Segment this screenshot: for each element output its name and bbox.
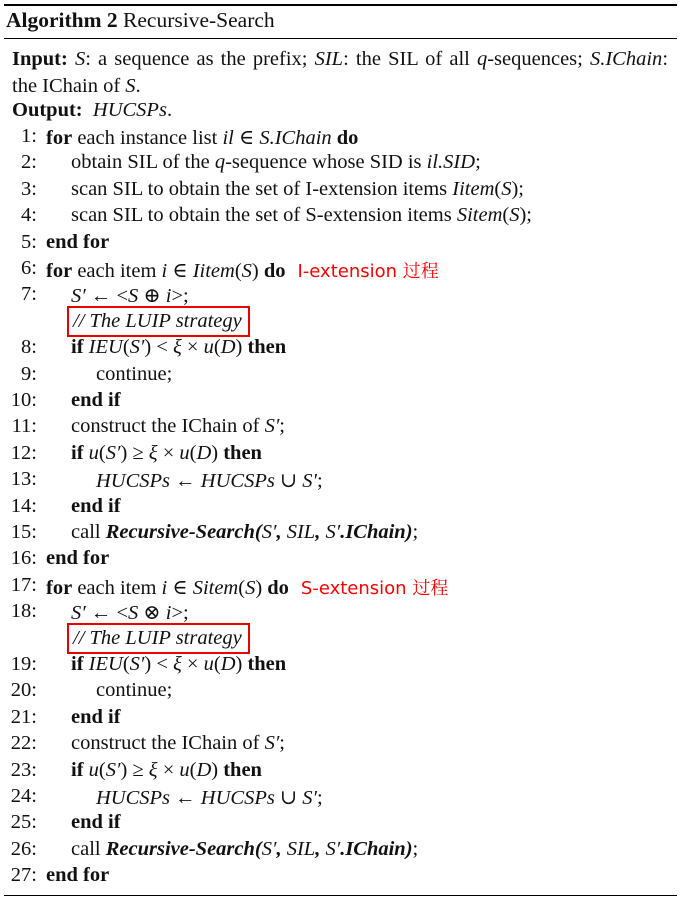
code-token: end if xyxy=(71,494,121,517)
code-token: il.SID xyxy=(426,151,476,174)
line-number: 19: xyxy=(10,653,37,675)
line-code xyxy=(46,125,358,150)
code-token: ) < xyxy=(144,336,174,359)
code-token: HUCSPs xyxy=(96,787,171,809)
line-number: 25: xyxy=(10,811,37,834)
line-code xyxy=(71,838,418,861)
code-token: ) ≥ xyxy=(120,758,149,781)
code-token: // The LUIP strategy xyxy=(73,309,242,332)
output-label: Output: xyxy=(12,99,83,121)
code-token: ( xyxy=(213,336,221,359)
code-token: S′ xyxy=(261,521,277,543)
code-token: ; xyxy=(412,521,419,543)
code-token: for xyxy=(46,576,73,599)
code-token: ( xyxy=(213,653,221,675)
line-number: 13: xyxy=(10,468,37,491)
code-token: // The LUIP strategy xyxy=(73,626,242,649)
input-text: S xyxy=(125,74,136,97)
line-code xyxy=(71,389,121,412)
line-number: 21: xyxy=(10,705,37,728)
code-token: if xyxy=(71,758,84,781)
line-code xyxy=(71,759,262,782)
code-token: ( xyxy=(98,758,106,781)
code-token: each item xyxy=(72,576,162,599)
code-token: if xyxy=(71,441,84,464)
code-token: i xyxy=(161,576,168,599)
code-token: IEU xyxy=(88,653,123,675)
line-code xyxy=(71,415,285,438)
code-token: Sitem xyxy=(456,204,503,227)
code-token: ⊕ xyxy=(138,285,166,308)
code-token: IEU xyxy=(88,336,123,359)
line-code xyxy=(46,864,109,887)
line-number: 23: xyxy=(10,758,37,781)
code-token: ; xyxy=(317,787,323,809)
line-number: 17: xyxy=(10,573,37,596)
line-number: 9: xyxy=(21,362,37,385)
input-text: : the SIL of all xyxy=(343,48,477,70)
line-code xyxy=(71,151,481,174)
line-code xyxy=(96,363,172,386)
line-number: 24: xyxy=(10,785,37,807)
code-token: ( xyxy=(122,336,130,359)
code-token: .IChain) xyxy=(340,521,413,543)
input-text: q xyxy=(476,48,488,70)
code-token: ( xyxy=(502,204,510,227)
line-code xyxy=(71,521,418,544)
code-token: ) xyxy=(235,653,248,675)
code-token: S′ xyxy=(325,837,341,860)
code-token: continue; xyxy=(96,362,173,385)
code-token: construct the IChain of xyxy=(71,732,265,755)
code-token: ); xyxy=(519,204,532,227)
bottom-rule xyxy=(4,895,677,896)
code-token: i xyxy=(165,285,172,308)
line-number: 16: xyxy=(10,547,37,570)
code-token: if xyxy=(71,653,84,675)
code-token: S′ xyxy=(302,470,318,493)
code-token: end if xyxy=(71,705,121,728)
code-token: ( xyxy=(238,576,246,599)
line-code xyxy=(71,600,189,625)
code-token: ) xyxy=(211,758,224,781)
code-token: ) xyxy=(255,576,268,599)
code-token: then xyxy=(247,653,287,675)
code-token: -sequence whose SID is xyxy=(225,151,427,174)
code-token: do xyxy=(267,576,289,599)
line-code xyxy=(71,178,524,201)
input-text: SIL xyxy=(314,48,344,70)
code-token: end if xyxy=(71,389,121,411)
line-code xyxy=(46,574,448,600)
code-token: D xyxy=(196,441,212,464)
code-token: D xyxy=(196,758,212,781)
line-code xyxy=(71,495,121,518)
code-token: Recursive-Search( xyxy=(105,837,262,860)
code-token: ∈ xyxy=(167,576,193,599)
code-token: ) xyxy=(211,441,224,464)
output-text: . xyxy=(166,99,173,121)
algorithm-name: Recursive-Search xyxy=(123,8,275,32)
code-token: HUCSPs xyxy=(200,470,275,493)
line-code xyxy=(71,283,189,308)
code-token: , xyxy=(315,837,326,860)
code-token: S′ xyxy=(129,653,145,675)
highlighted-comment xyxy=(71,627,246,650)
code-token: ; xyxy=(279,732,285,755)
code-token: ); xyxy=(511,177,524,200)
code-token: u xyxy=(179,441,190,464)
line-number: 8: xyxy=(21,336,37,359)
code-token: HUCSPs xyxy=(96,470,171,493)
code-token: ∈ xyxy=(167,260,193,282)
code-token: S xyxy=(241,260,252,282)
code-token: end for xyxy=(46,864,110,887)
code-token: S′ xyxy=(129,336,145,359)
code-token: ← < xyxy=(85,285,129,308)
code-token: u xyxy=(88,441,99,464)
code-token: ; xyxy=(412,837,419,860)
code-token: scan SIL to obtain the set of S-extension items xyxy=(71,204,457,227)
input-text: : the IChain of xyxy=(12,48,669,97)
line-code xyxy=(71,811,121,834)
line-number: 4: xyxy=(21,204,37,227)
code-token: ξ xyxy=(148,758,158,781)
line-number: 22: xyxy=(10,732,37,755)
code-token: i xyxy=(161,260,168,282)
code-token: ; xyxy=(317,470,323,493)
code-token: ) xyxy=(251,260,264,282)
code-token: ( xyxy=(234,260,242,282)
input-text: -sequences; xyxy=(487,48,590,70)
code-token: , xyxy=(315,521,326,543)
code-token: then xyxy=(223,758,262,781)
line-number: 15: xyxy=(10,521,37,543)
code-token: S xyxy=(501,177,512,200)
highlighted-comment xyxy=(71,310,246,333)
line-code xyxy=(46,257,439,283)
red-annotation: S-extension 过程 xyxy=(300,577,449,599)
code-token: ( xyxy=(98,441,106,464)
line-number: 11: xyxy=(11,415,37,438)
code-token: ξ xyxy=(148,441,158,464)
line-number: 7: xyxy=(21,283,37,306)
line-number: 5: xyxy=(21,230,37,253)
line-code xyxy=(71,336,286,359)
code-token: Recursive-Search( xyxy=(105,521,262,543)
algorithm-title xyxy=(6,8,275,33)
code-token: S′ xyxy=(71,602,86,625)
code-token: , xyxy=(276,837,287,860)
code-token: S′ xyxy=(105,758,121,781)
output-spec xyxy=(12,99,172,122)
code-token: i xyxy=(165,602,172,625)
code-token: ∈ xyxy=(233,127,260,149)
code-token: S.IChain xyxy=(259,127,332,149)
code-token: >; xyxy=(171,602,189,625)
code-token: ( xyxy=(189,758,197,781)
code-token: u xyxy=(88,758,99,781)
line-code xyxy=(71,706,121,729)
line-number: 1: xyxy=(21,125,37,147)
code-token: then xyxy=(223,441,262,464)
input-text: : a sequence as the prefix; xyxy=(85,48,315,70)
line-number: 10: xyxy=(10,389,37,411)
top-rule xyxy=(4,4,677,6)
line-code xyxy=(96,679,172,702)
code-token: ( xyxy=(494,177,502,200)
code-token: S′ xyxy=(264,732,280,755)
code-token: end for xyxy=(46,230,110,253)
code-token: ⊗ xyxy=(138,602,166,625)
code-token: ξ xyxy=(173,653,182,675)
code-token: then xyxy=(247,336,287,359)
code-token: >; xyxy=(171,285,189,308)
line-number: 14: xyxy=(10,494,37,517)
code-token: ← xyxy=(170,787,201,809)
line-code xyxy=(96,785,323,810)
line-code xyxy=(71,204,532,227)
code-token: do xyxy=(331,127,359,149)
code-token: il xyxy=(222,127,234,149)
code-token: ∪ xyxy=(274,787,303,809)
line-number: 6: xyxy=(21,257,37,279)
code-token: continue; xyxy=(96,679,173,702)
code-token: S′ xyxy=(261,837,277,860)
code-token: HUCSPs xyxy=(200,787,275,809)
code-token: ) < xyxy=(144,653,174,675)
code-token: .IChain) xyxy=(340,837,413,860)
code-token: call xyxy=(71,837,106,860)
code-token: D xyxy=(220,653,236,675)
code-token: Sitem xyxy=(192,576,239,599)
code-token: × xyxy=(157,758,180,781)
input-text: S.IChain xyxy=(589,48,663,70)
code-token: D xyxy=(220,336,236,359)
code-token: ( xyxy=(122,653,130,675)
line-code xyxy=(46,547,109,570)
code-token: Iitem xyxy=(452,177,495,200)
code-token: for xyxy=(46,127,73,149)
code-token: S xyxy=(245,576,256,599)
code-token: do xyxy=(263,260,286,282)
code-token: scan SIL to obtain the set of I-extension items xyxy=(71,177,453,200)
code-token: × xyxy=(181,653,204,675)
algorithm-label: Algorithm 2 xyxy=(6,8,118,32)
input-label: Input: xyxy=(12,48,68,70)
code-token: S xyxy=(128,285,139,308)
input-text: . xyxy=(135,74,141,97)
output-value: HUCSPs xyxy=(92,99,167,121)
code-token: ) xyxy=(235,336,248,359)
code-token: q xyxy=(214,151,226,174)
line-code xyxy=(71,442,262,465)
line-number: 3: xyxy=(21,177,37,200)
code-token: ← < xyxy=(85,602,129,625)
code-token: S′ xyxy=(264,415,280,438)
code-token: ( xyxy=(189,441,197,464)
line-number: 27: xyxy=(10,864,37,887)
line-code xyxy=(96,468,323,493)
code-token: ; xyxy=(475,151,481,174)
code-token: × xyxy=(181,336,204,359)
code-token: Iitem xyxy=(192,260,235,282)
code-token: u xyxy=(203,653,214,675)
line-code xyxy=(71,653,286,676)
code-token: S′ xyxy=(71,285,86,308)
code-token: S xyxy=(128,602,139,625)
input-text: S xyxy=(74,48,86,70)
code-token: if xyxy=(71,336,84,359)
code-token: S′ xyxy=(105,441,121,464)
code-token: each item xyxy=(72,260,162,282)
line-code xyxy=(71,732,285,755)
code-token: SIL xyxy=(286,837,316,860)
line-number: 26: xyxy=(10,837,37,860)
line-number: 2: xyxy=(21,151,37,174)
title-rule xyxy=(4,38,677,39)
red-annotation: I-extension 过程 xyxy=(297,261,439,282)
code-token: u xyxy=(203,336,214,359)
line-number: 12: xyxy=(10,441,37,464)
input-spec xyxy=(12,46,668,99)
code-token: ; xyxy=(279,415,285,438)
code-token: , xyxy=(276,521,287,543)
code-token: S xyxy=(509,204,520,227)
code-token: × xyxy=(157,441,180,464)
code-token: u xyxy=(179,758,190,781)
code-token: each instance list xyxy=(72,127,223,149)
line-number: 20: xyxy=(10,679,37,702)
code-token: SIL xyxy=(286,521,316,543)
line-number: 18: xyxy=(10,600,37,623)
code-token: ) ≥ xyxy=(120,441,149,464)
code-token: S′ xyxy=(302,787,318,809)
code-token: for xyxy=(46,260,73,282)
code-token: construct the IChain of xyxy=(71,415,265,438)
code-token: obtain SIL of the xyxy=(71,151,215,174)
code-token: S′ xyxy=(325,521,341,543)
code-token: ξ xyxy=(173,336,182,359)
code-token: end for xyxy=(46,547,110,570)
code-token: ∪ xyxy=(274,470,303,493)
code-token: end if xyxy=(71,811,121,834)
line-code xyxy=(46,231,109,254)
code-token: ← xyxy=(170,470,201,493)
code-token: call xyxy=(71,521,106,543)
